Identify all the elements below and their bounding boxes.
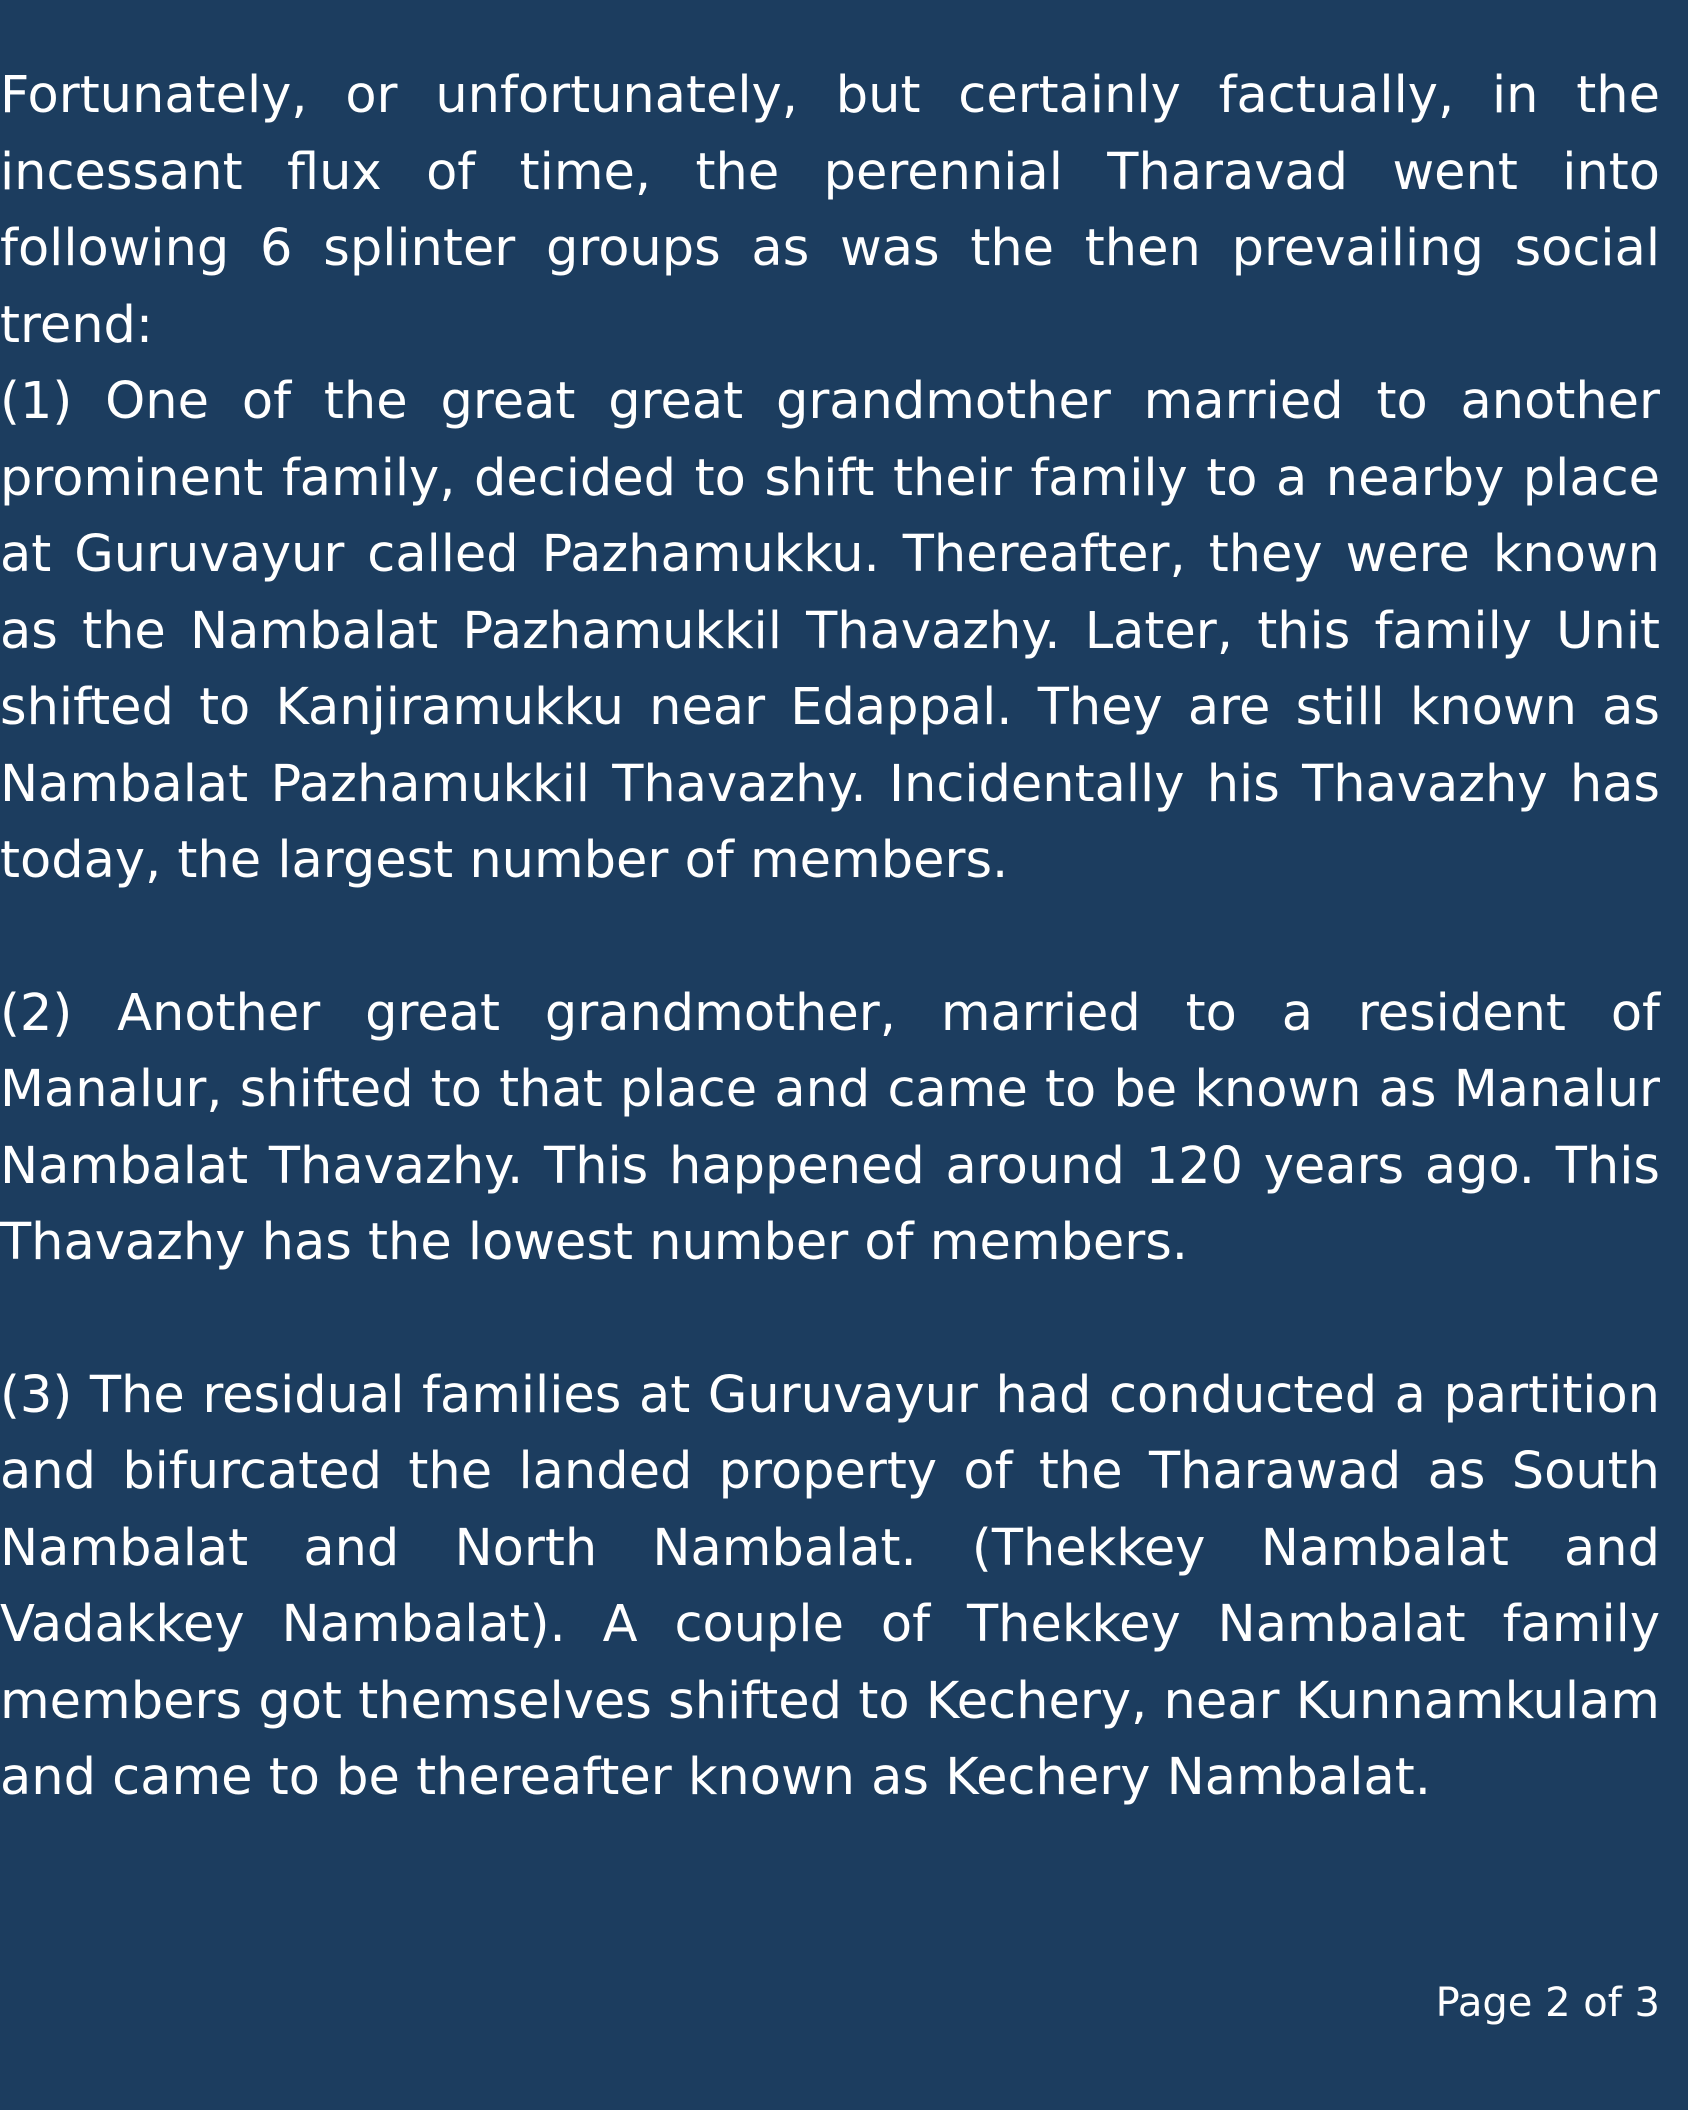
item-2-paragraph: (2) Another great grandmother, married to a resident of Manalur, shifted to that place and came to be known as Manalur Nambalat Thavazhy. This happened around 120 years ago. This Thavazhy has the lowest number of members. xyxy=(0,983,1660,1272)
intro-paragraph: Fortunately, or unfortunately, but certainly factually, in the incessant flux of time, the perennial Tharavad went into following 6 splinter groups as was the then prevailing social trend: xyxy=(0,66,1660,355)
paragraph-spacer xyxy=(0,900,1660,976)
item-3-paragraph: (3) The residual families at Guruvayur had conducted a partition and bifurcated the landed property of the Tharawad as South Nambalat and North Nambalat. (Thekkey Nambalat and Vadakkey Nambalat). A couple of Thekkey Nambalat family members got themselves shifted to Kechery, near Kunnamkulam and came to be thereafter known as Kechery Nambalat. xyxy=(0,1365,1660,1807)
document-body xyxy=(0,58,1660,1817)
page-number: Page 2 of 3 xyxy=(1435,1980,1660,2026)
item-1-paragraph: (1) One of the great great grandmother married to another prominent family, decided to shift their family to a nearby place at Guruvayur called Pazhamukku. Thereafter, they were known as the Nambalat Pazhamukkil Thavazhy. Later, this family Unit shifted to Kanjiramukku near Edappal. They are still known as Nambalat Pazhamukkil Thavazhy. Incidentally his Thavazhy has today, the largest number of members. xyxy=(0,372,1660,890)
paragraph-spacer xyxy=(0,1282,1660,1358)
